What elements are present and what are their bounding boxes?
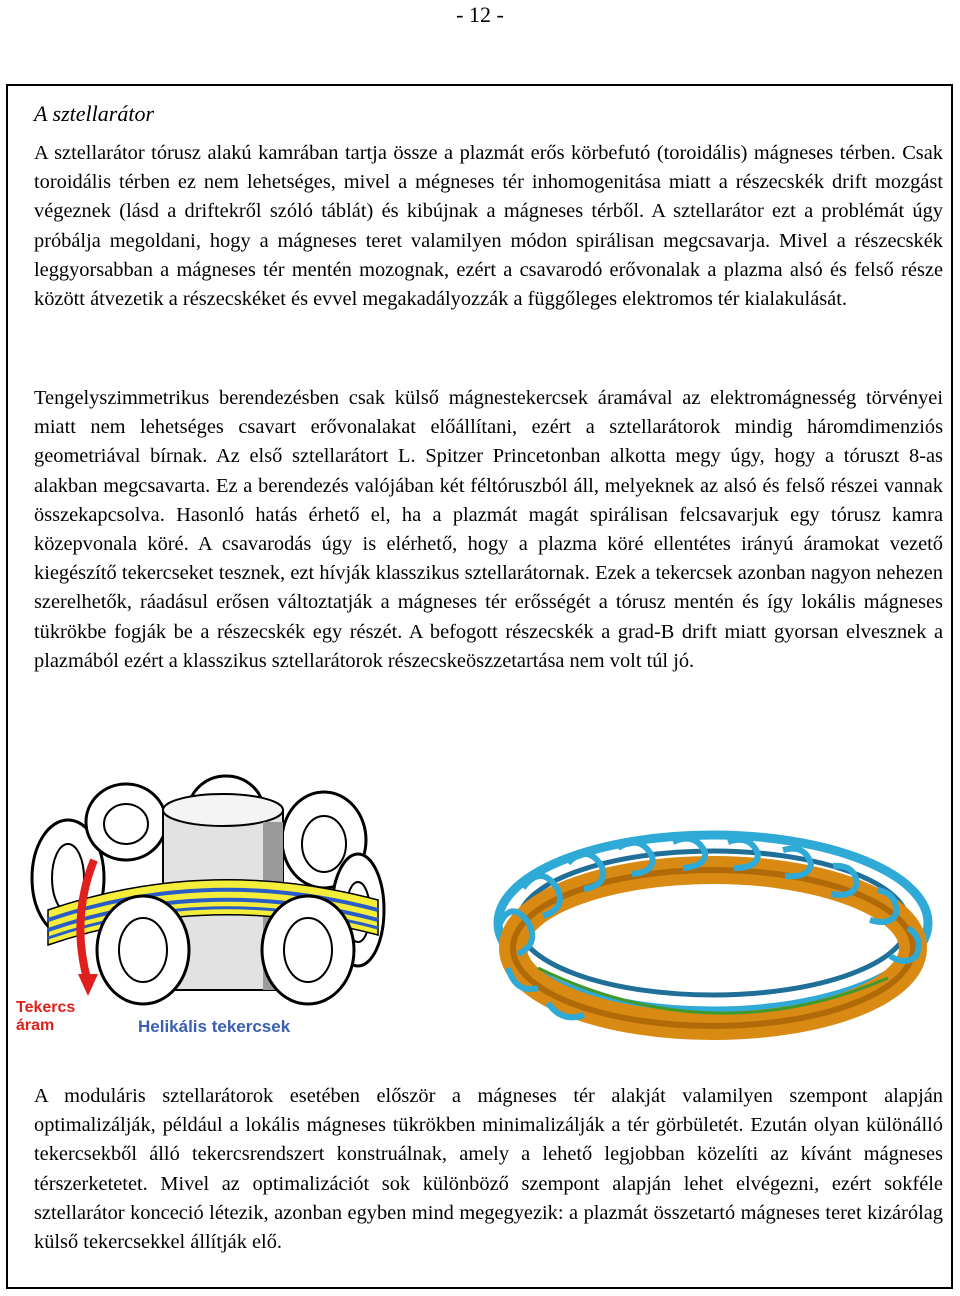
paragraph-3: A moduláris sztellarátorok esetében először a mágneses tér alakját valamilyen szempont alapján optimalizálják, például a lokális mágneses tükrökben minimalizálják a tér görbületét. Ezután olyan különálló tekercsekből álló tekercsrendszert konstruálnak, amely a lehető legjobban közelíti az kívánt mágneses térszerketetet. Mivel az optimalizációt sok különböző szempont alapján lehet elvégezni, ezért sokféle sztellarátor konceció létezik, azonban egyben mind megegyezik: a plazmát összetartó mágneses teret kizárólag külső tekercsekkel állítják elő. — [34, 1085, 943, 1254]
page-number: - 12 - — [456, 2, 504, 27]
modular-stellarator-figure — [478, 818, 948, 1060]
section-title: A sztellarátor — [34, 101, 155, 126]
helical-coils-label: Helikális tekercsek — [138, 1017, 291, 1036]
paragraph-1: A sztellarátor tórusz alakú kamrában tartja össze a plazmát erős körbefutó (toroidális) mágneses térben. Csak toroidális térben ez nem lehetséges, mivel a mégneses tér inhomogenitása miatt a részecskék drift mozgást végeznek (lásd a driftekről szóló táblát) és kibújnak a mágneses térből. A sztellarátor ezt a problémát úgy próbálja megoldani, hogy a mágneses teret valamilyen módon spirálisan megcsavarja. Mivel a részecskék leggyorsabban a mágneses tér mentén mozognak, ezért a csavarodó erővonalak a plazma alsó és felső része között átvezetik a részecskéket és evvel megakadályozzák a függőleges elektromos tér kialakulását. — [34, 142, 943, 311]
classic-stellarator-figure — [8, 760, 388, 1060]
modular-stellarator-drawing — [478, 818, 948, 1060]
coil-current-label-line2: áram — [16, 1017, 55, 1034]
paragraph-1-block — [34, 139, 943, 314]
paragraph-2-block — [34, 384, 943, 676]
paragraph-2: Tengelyszimmetrikus berendezésben csak külső mágnestekercsek áramával az elektromágnesség törvényei miatt nem lehetséges csavart erővonalakat előállítani, ezért a sztellarátorok mindig háromdimenziós geometriával bírnak. Az első sztellarátort L. Spitzer Princetonban alkotta megy úgy, hogy a tóruszt 8-as alakban megcsavarta. Ez a berendezés valójában két féltóruszból áll, melyeknek az alsó és felső részei vannak összekapcsolva. Hasonló hatás érhető el, ha a plazmát magát spirálisan felcsavarjuk egy tórusz kamra közepvonala köré. A csavarodás úgy is elérhető, hogy a plazma köré ellentétes irányú áramokat vezető kiegészítő tekercseket tesznek, ezt hívják klasszikus sztellarátornak. Ezek a tekercsek azonban nagyon nehezen szerelhetők, ráadásul erősen változtatják a mágneses tér erősségét a tórusz mentén és így lokális mágneses tükrökbe fogják be a részecskék egy részét. A befogott részecskék a grad-B drift miatt gyorsan elvesznek a plazmából ezért a klasszikus sztellarátorok részecskeöszzetartása nem volt túl jó. — [34, 387, 943, 672]
classic-stellarator-drawing — [8, 760, 388, 1060]
coil-current-label-line1: Tekercs — [16, 999, 76, 1016]
paragraph-3-block — [34, 1082, 943, 1257]
